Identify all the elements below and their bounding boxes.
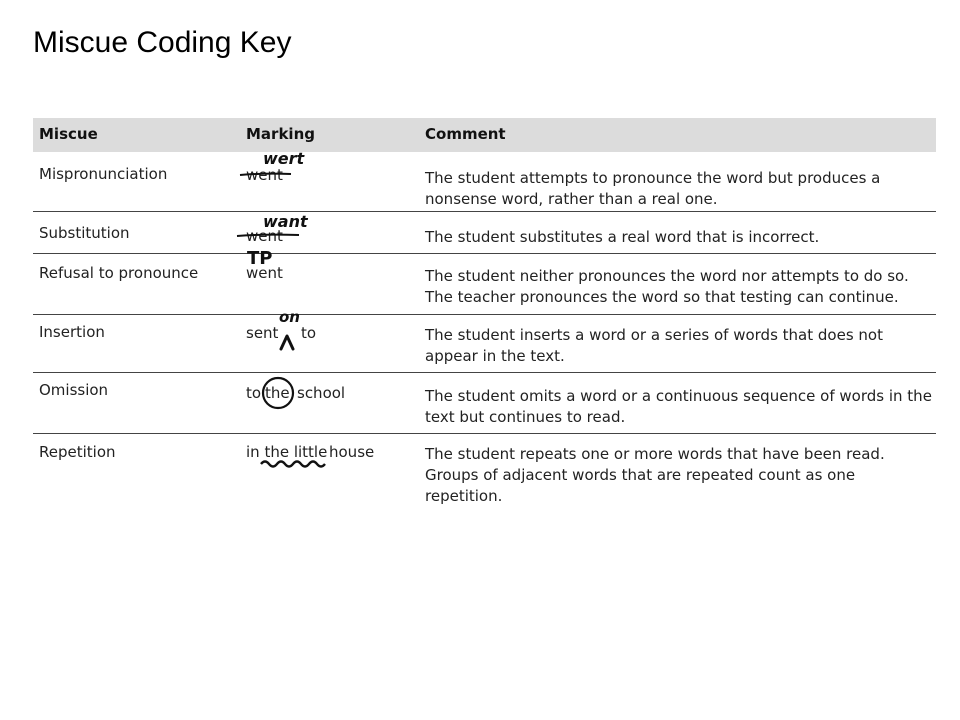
comment-text: The student attempts to pronounce the word but produces a nonsense word, rather than a real one. bbox=[425, 169, 881, 208]
wavy-underline-mark bbox=[261, 462, 325, 467]
marked-word: sent bbox=[246, 324, 279, 342]
header-miscue: Miscue bbox=[39, 125, 98, 143]
comment-text: The student neither pronounces the word nor attempts to do so. The teacher pronounces the word so that testing can continue. bbox=[425, 267, 909, 306]
circle-mark bbox=[263, 378, 293, 408]
handwritten-marks bbox=[33, 118, 936, 488]
slide-title: Miscue Coding Key bbox=[33, 26, 292, 59]
miscue-coding-table bbox=[33, 118, 936, 505]
miscue-label: Insertion bbox=[39, 323, 105, 341]
handwritten-annotation: on bbox=[279, 308, 300, 326]
handwritten-annotation: wert bbox=[263, 149, 305, 168]
comment-text: The student omits a word or a continuous sequence of words in the text but continues to read. bbox=[425, 387, 932, 426]
header-comment: Comment bbox=[425, 125, 506, 143]
handwritten-annotation: want bbox=[263, 212, 308, 231]
marked-word: went bbox=[246, 166, 283, 184]
marked-word: house bbox=[329, 443, 375, 461]
marked-word: the bbox=[265, 384, 290, 402]
marked-word: went bbox=[246, 264, 283, 282]
caret-mark bbox=[281, 336, 293, 349]
strikethrough-mark bbox=[237, 235, 299, 236]
comment-text: The student repeats one or more words that have been read. Groups of adjacent words that are repeated count as one repetition. bbox=[425, 445, 885, 505]
marked-word: school bbox=[297, 384, 346, 402]
strikethrough-mark bbox=[240, 174, 291, 175]
marked-word: went bbox=[246, 227, 283, 245]
marked-word: to bbox=[301, 324, 317, 342]
miscue-label: Substitution bbox=[39, 224, 130, 242]
comment-text: The student inserts a word or a series of words that does not appear in the text. bbox=[425, 326, 883, 365]
marked-word: to bbox=[246, 384, 262, 402]
handwritten-annotation: TP bbox=[247, 248, 273, 269]
miscue-label: Refusal to pronounce bbox=[39, 264, 199, 282]
miscue-label: Mispronunciation bbox=[39, 165, 168, 183]
marked-word: in the little bbox=[246, 443, 328, 461]
miscue-label: Repetition bbox=[39, 443, 116, 461]
comment-text: The student substitutes a real word that is incorrect. bbox=[425, 228, 820, 246]
header-marking: Marking bbox=[246, 125, 315, 143]
miscue-label: Omission bbox=[39, 381, 109, 399]
